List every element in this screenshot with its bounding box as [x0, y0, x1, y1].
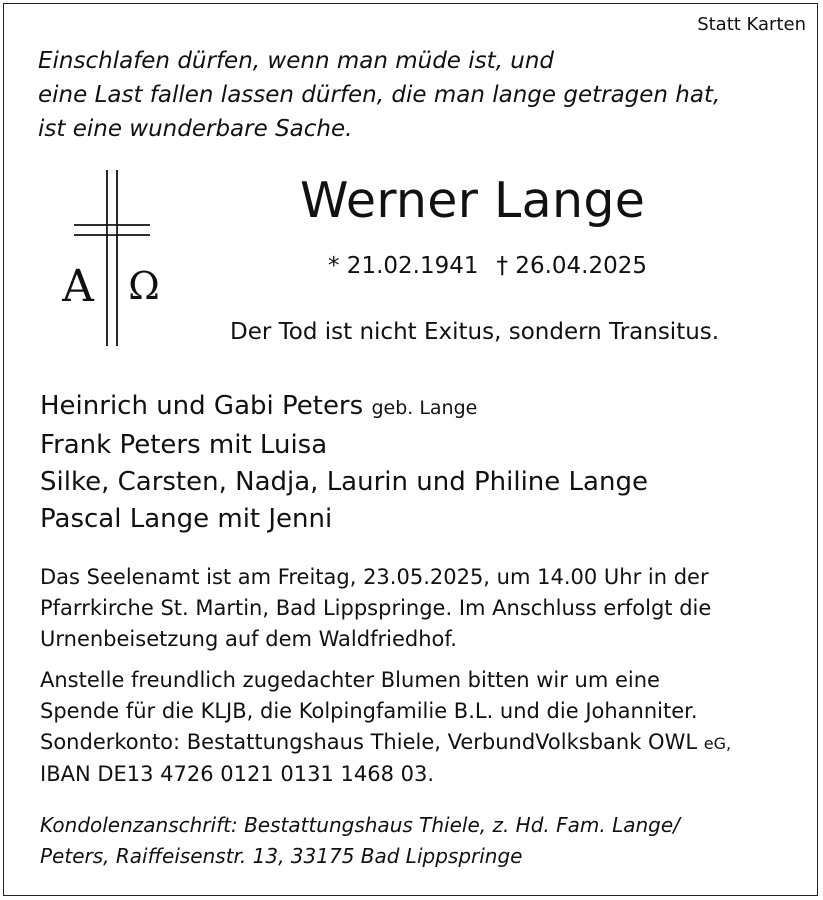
donation-info: [40, 665, 731, 790]
mourner-line: Silke, Carsten, Nadja, Laurin und Philine Lange: [40, 467, 648, 497]
condolence-line: Peters, Raiffeisenstr. 13, 33175 Bad Lippspringe: [40, 844, 523, 868]
iban-line: IBAN DE13 4726 0121 0131 1468 03.: [40, 762, 435, 786]
service-line: Pfarrkirche St. Martin, Bad Lippspringe. Im Anschluss erfolgt die: [40, 596, 712, 620]
motto-line: Einschlafen dürfen, wenn man müde ist, und: [38, 48, 555, 74]
service-line: Das Seelenamt ist am Freitag, 23.05.2025, um 14.00 Uhr in der: [40, 565, 709, 589]
quote: Der Tod ist nicht Exitus, sondern Transitus.: [230, 319, 720, 345]
death-date: † 26.04.2025: [496, 253, 647, 279]
cross-alpha-omega-icon: [50, 168, 175, 348]
account-text: Sonderkonto: Bestattungshaus Thiele, VerbundVolksbank OWL: [40, 730, 698, 754]
deceased-name: Werner Lange: [300, 172, 646, 229]
omega-letter: Ω: [128, 264, 160, 308]
condolence-line: Kondolenzanschrift: Bestattungshaus Thiele, z. Hd. Fam. Lange/: [40, 813, 680, 837]
mourner-line: Frank Peters mit Luisa: [40, 430, 328, 460]
motto-line: eine Last fallen lassen dürfen, die man lange getragen hat,: [38, 82, 721, 108]
mourner-note: geb. Lange: [371, 397, 478, 419]
service-info: [40, 562, 711, 655]
donation-line: Anstelle freundlich zugedachter Blumen bitten wir um eine: [40, 668, 660, 692]
mourners-list: [40, 388, 648, 538]
motto: [38, 44, 720, 146]
statt-karten-label: Statt Karten: [697, 14, 806, 35]
donation-line: [40, 727, 731, 759]
service-line: Urnenbeisetzung auf dem Waldfriedhof.: [40, 627, 457, 651]
mourner-line: [40, 388, 648, 427]
condolence-address: [40, 810, 680, 872]
account-suffix: eG,: [703, 734, 732, 753]
donation-line: Spende für die KLJB, die Kolpingfamilie B.L. und die Johanniter.: [40, 699, 698, 723]
motto-line: ist eine wunderbare Sache.: [38, 116, 353, 142]
birth-date: * 21.02.1941: [328, 253, 479, 279]
mourner-name: Heinrich und Gabi Peters: [40, 391, 364, 421]
alpha-letter: A: [62, 261, 94, 312]
mourner-line: Pascal Lange mit Jenni: [40, 504, 333, 534]
life-dates: [328, 253, 647, 279]
